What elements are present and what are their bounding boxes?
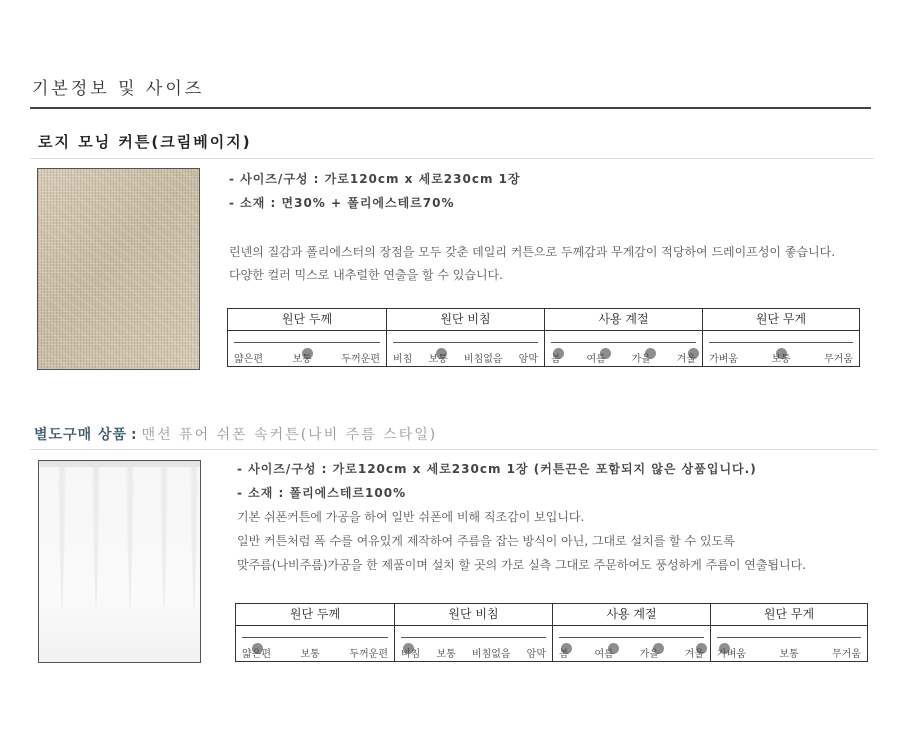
scale-label: 무거움 <box>832 649 861 660</box>
product-divider <box>30 449 878 450</box>
scale-track <box>393 342 538 343</box>
thickness-header: 원단 두께 <box>236 604 395 626</box>
scale-label: 가벼움 <box>709 354 738 365</box>
scale-labels <box>709 350 853 365</box>
curtain-fold <box>159 467 169 607</box>
scale-labels <box>234 350 380 365</box>
weight-scale <box>703 331 860 367</box>
description-line: 일반 커튼처럼 폭 수를 여유있게 제작하여 주름을 잡는 방식이 아닌, 그대로 설치를 할 수 있도록 <box>237 534 735 548</box>
material-spec: - 소재 : 면30% + 폴리에스테르70% <box>229 196 455 210</box>
material-spec: - 소재 : 폴리에스테르100% <box>237 486 407 500</box>
weight-scale <box>711 626 868 662</box>
transparency-header: 원단 비침 <box>387 309 545 331</box>
thickness-scale <box>236 626 395 662</box>
section-title: 기본정보 및 사이즈 <box>32 79 205 99</box>
scale-label: 보통 <box>436 649 456 660</box>
scale-track <box>709 342 853 343</box>
weight-header: 원단 무게 <box>711 604 868 626</box>
scale-label: 비침 <box>401 649 421 660</box>
scale-label: 무거움 <box>824 354 853 365</box>
transparency-header: 원단 비침 <box>395 604 553 626</box>
size-spec: - 사이즈/구성 : 가로120cm x 세로230cm 1장 <box>229 172 521 186</box>
section-divider <box>30 107 871 109</box>
related-product-heading <box>34 424 437 444</box>
description-line: 린넨의 질감과 폴리에스터의 장점을 모두 갖춘 데일리 커튼으로 두께감과 무게감이 적당하여 드레이프성이 좋습니다. <box>229 245 836 259</box>
scale-label: 봄 <box>559 649 569 660</box>
scale-label: 가을 <box>639 649 659 660</box>
weight-header: 원단 무게 <box>703 309 860 331</box>
scale-labels <box>393 350 538 365</box>
scale-label: 겨울 <box>684 649 704 660</box>
description-line: 기본 쉬폰커튼에 가공을 하여 일반 쉬폰에 비해 직조감이 보입니다. <box>237 510 585 524</box>
thickness-scale <box>228 331 387 367</box>
thickness-header: 원단 두께 <box>228 309 387 331</box>
linen-curtain-image <box>37 168 200 370</box>
scale-labels <box>559 645 704 660</box>
product-divider <box>30 158 874 159</box>
season-header: 사용 계절 <box>545 309 703 331</box>
scale-label: 얇은편 <box>234 354 263 365</box>
product-name: 로지 모닝 커튼(크림베이지) <box>38 133 252 151</box>
transparency-scale <box>387 331 545 367</box>
season-scale <box>553 626 711 662</box>
scale-track <box>559 637 704 638</box>
scale-label: 가을 <box>631 354 651 365</box>
scale-label: 두꺼운편 <box>349 649 388 660</box>
scale-track <box>234 342 380 343</box>
curtain-fold <box>91 467 101 607</box>
scale-track <box>242 637 388 638</box>
scale-label: 비침 <box>393 354 413 365</box>
scale-label: 보통 <box>300 649 320 660</box>
curtain-fold <box>125 467 135 607</box>
scale-label: 가벼움 <box>717 649 746 660</box>
scale-label: 보통 <box>292 354 312 365</box>
related-product-label: 별도구매 상품 <box>34 427 128 443</box>
season-header: 사용 계절 <box>553 604 711 626</box>
scale-label: 비침없음 <box>463 354 503 365</box>
scale-label: 두꺼운편 <box>341 354 380 365</box>
season-scale <box>545 331 703 367</box>
scale-label: 비침없음 <box>471 649 511 660</box>
scale-labels <box>401 645 546 660</box>
scale-label: 얇은편 <box>242 649 271 660</box>
description-line: 다양한 컬러 믹스로 내추럴한 연출을 할 수 있습니다. <box>229 268 503 282</box>
heading-colon: : <box>131 427 138 443</box>
scale-labels <box>551 350 696 365</box>
scale-label: 암막 <box>518 354 538 365</box>
scale-label: 보통 <box>428 354 448 365</box>
description-line: 맞주름(나비주름)가공을 한 제품이며 설치 할 곳의 가로 실측 그대로 주문하여도 풍성하게 주름이 연출됩니다. <box>237 558 807 572</box>
scale-label: 여름 <box>594 649 614 660</box>
fabric-properties-table <box>227 308 860 367</box>
scale-track <box>717 637 861 638</box>
scale-label: 봄 <box>551 354 561 365</box>
scale-track <box>401 637 546 638</box>
scale-label: 여름 <box>586 354 606 365</box>
scale-label: 암막 <box>526 649 546 660</box>
scale-labels <box>717 645 861 660</box>
curtain-fold <box>189 467 199 607</box>
fabric-properties-table <box>235 603 868 662</box>
scale-label: 겨울 <box>676 354 696 365</box>
size-spec: - 사이즈/구성 : 가로120cm x 세로230cm 1장 (커튼끈은 포함되지 않은 상품입니다.) <box>237 462 757 476</box>
curtain-rod <box>39 461 200 467</box>
scale-label: 보통 <box>771 354 791 365</box>
curtain-fold <box>57 467 67 607</box>
scale-labels <box>242 645 388 660</box>
sheer-curtain-image <box>38 460 201 663</box>
transparency-scale <box>395 626 553 662</box>
scale-track <box>551 342 696 343</box>
scale-label: 보통 <box>779 649 799 660</box>
related-product-name: 맨션 퓨어 쉬폰 속커튼(나비 주름 스타일) <box>141 427 438 443</box>
